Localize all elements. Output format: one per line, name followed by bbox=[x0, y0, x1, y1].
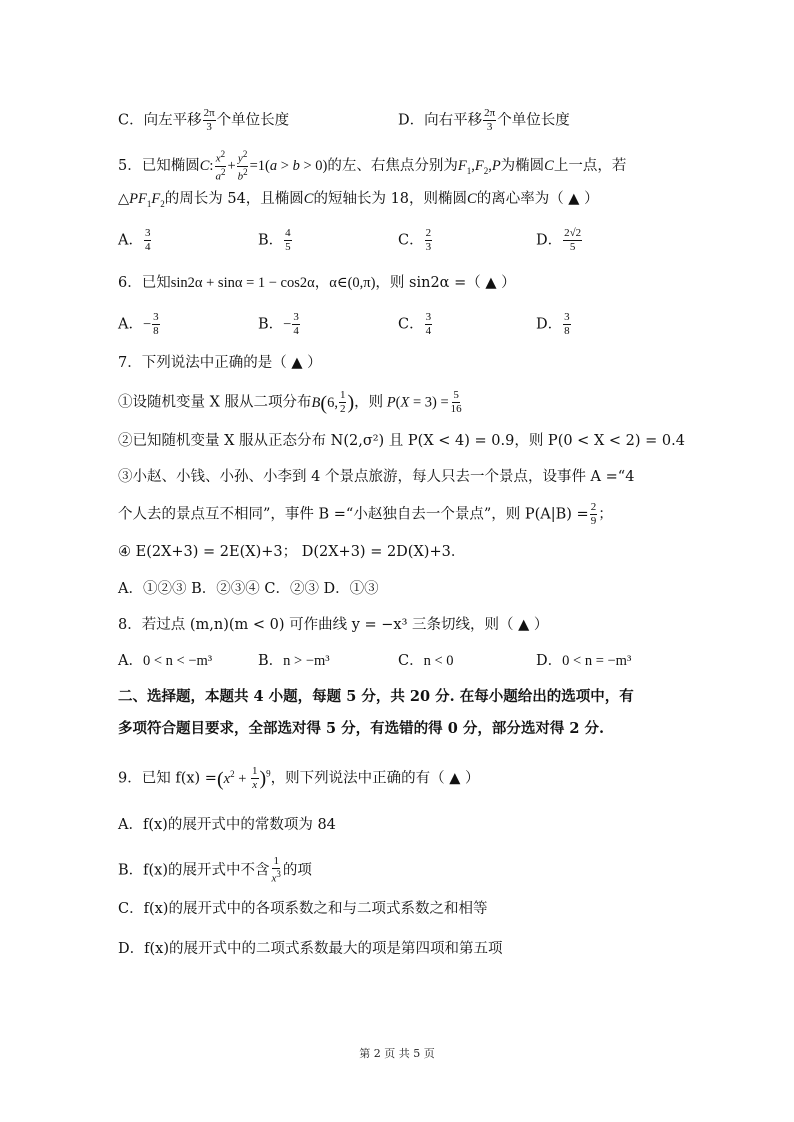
q8-option-c: C．n < 0 bbox=[398, 653, 454, 669]
q6-stem: 6．已知sin2α + sinα = 1 − cos2α，α∈(0,π)，则 sin2α =（ ▲ ） bbox=[118, 275, 516, 291]
q6-option-a: A．− $\frac{3}{8}$ bbox=[118, 311, 159, 337]
q4-d-fraction: $\frac{2\pi}{3}$ bbox=[484, 107, 496, 133]
q7-statement-2: ②已知随机变量 X 服从正态分布 N(2,σ²) 且 P(X < 4) = 0.9，则 P(0 < X < 2) = 0.4 bbox=[118, 433, 685, 449]
q8-stem: 8．若过点 (m,n)(m < 0) 可作曲线 y = −x³ 三条切线，则（ ▲ ） bbox=[118, 617, 549, 633]
q4-option-d bbox=[398, 108, 570, 133]
q9-option-c: C．f(x)的展开式中的各项系数之和与二项式系数之和相等 bbox=[118, 901, 488, 917]
q9-option-d: D．f(x)的展开式中的二项式系数最大的项是第四项和第五项 bbox=[118, 941, 503, 957]
section2-header-line2: 多项符合题目要求，全部选对得 5 分，有选错的得 0 分，部分选对得 2 分. bbox=[118, 720, 605, 737]
q5-option-a: A． $\frac{3}{4}$ bbox=[118, 227, 151, 253]
q4-c-fraction: $\frac{2\pi}{3}$ bbox=[203, 107, 215, 133]
q7-statement-3-line2: 个人去的景点互不相同”，事件 B =“小赵独自去一个景点”，则 P(A|B) = $\frac{2}{9}$ ； bbox=[118, 501, 613, 527]
q7-options: A．①②③ B．②③④ C．②③ D．①③ bbox=[118, 581, 379, 597]
q7-statement-1: ①设随机变量 X 服从二项分布B(6, $\frac{1}{2}$ )，则 P(X = 3) = $\frac{5}{16}$ bbox=[118, 389, 462, 415]
q6-option-d: D． $\frac{3}{8}$ bbox=[536, 311, 570, 337]
q5-option-c: C． $\frac{2}{3}$ bbox=[398, 227, 432, 253]
q4-d-suffix: 个单位长度 bbox=[497, 112, 570, 129]
q7-stem: 7．下列说法中正确的是（ ▲ ） bbox=[118, 355, 322, 371]
q4-option-c bbox=[118, 108, 289, 133]
q5-option-b: B． $\frac{4}{5}$ bbox=[258, 227, 291, 253]
page-footer: 第 2 页 共 5 页 bbox=[359, 1047, 435, 1060]
q8-option-b: B．n > −m³ bbox=[258, 653, 330, 669]
q8-option-a: A．0 < n < −m³ bbox=[118, 653, 213, 669]
q5-stem-line1: 5．已知椭圆C: $\frac{x^2}{a^2}$ + $\frac{y^2}{b^2}$ =1(a > b > 0)的左、右焦点分别为$F_1,F_2,P$为椭圆C上一点，若 bbox=[118, 149, 627, 183]
q4-d-prefix: D．向右平移 bbox=[398, 112, 483, 129]
section2-header-line1: 二、选择题，本题共 4 小题，每题 5 分，共 20 分. 在每小题给出的选项中，有 bbox=[118, 688, 634, 705]
q9-option-b: B．f(x)的展开式中不含 $\frac{1}{x^3}$ 的项 bbox=[118, 855, 312, 885]
q4-c-prefix: C．向左平移 bbox=[118, 112, 202, 129]
q5-stem-line2: $\triangle PF_1F_2$的周长为 54，且椭圆C的短轴长为 18，则椭圆C的离心率为（ ▲ ） bbox=[118, 191, 599, 209]
q6-option-b: B．− $\frac{3}{4}$ bbox=[258, 311, 299, 337]
q7-statement-4: ④ E(2X+3) = 2E(X)+3； D(2X+3) = 2D(X)+3． bbox=[118, 544, 466, 560]
q5-option-d: D． $\frac{2√2}{5}$ bbox=[536, 227, 582, 253]
q7-statement-3-line1: ③小赵、小钱、小孙、小李到 4 个景点旅游，每人只去一个景点，设事件 A =“4 bbox=[118, 469, 635, 485]
q9-stem: 9．已知 $f(x) =(x^2$ + $\frac{1}{x}$ )$^9$，则下列说法中正确的有（ ▲ ） bbox=[118, 765, 480, 791]
q4-c-suffix: 个单位长度 bbox=[216, 112, 290, 129]
q8-option-d: D．0 < n = −m³ bbox=[536, 653, 632, 669]
q9-option-a: A．f(x)的展开式中的常数项为 84 bbox=[118, 817, 336, 833]
q6-option-c: C． $\frac{3}{4}$ bbox=[398, 311, 432, 337]
